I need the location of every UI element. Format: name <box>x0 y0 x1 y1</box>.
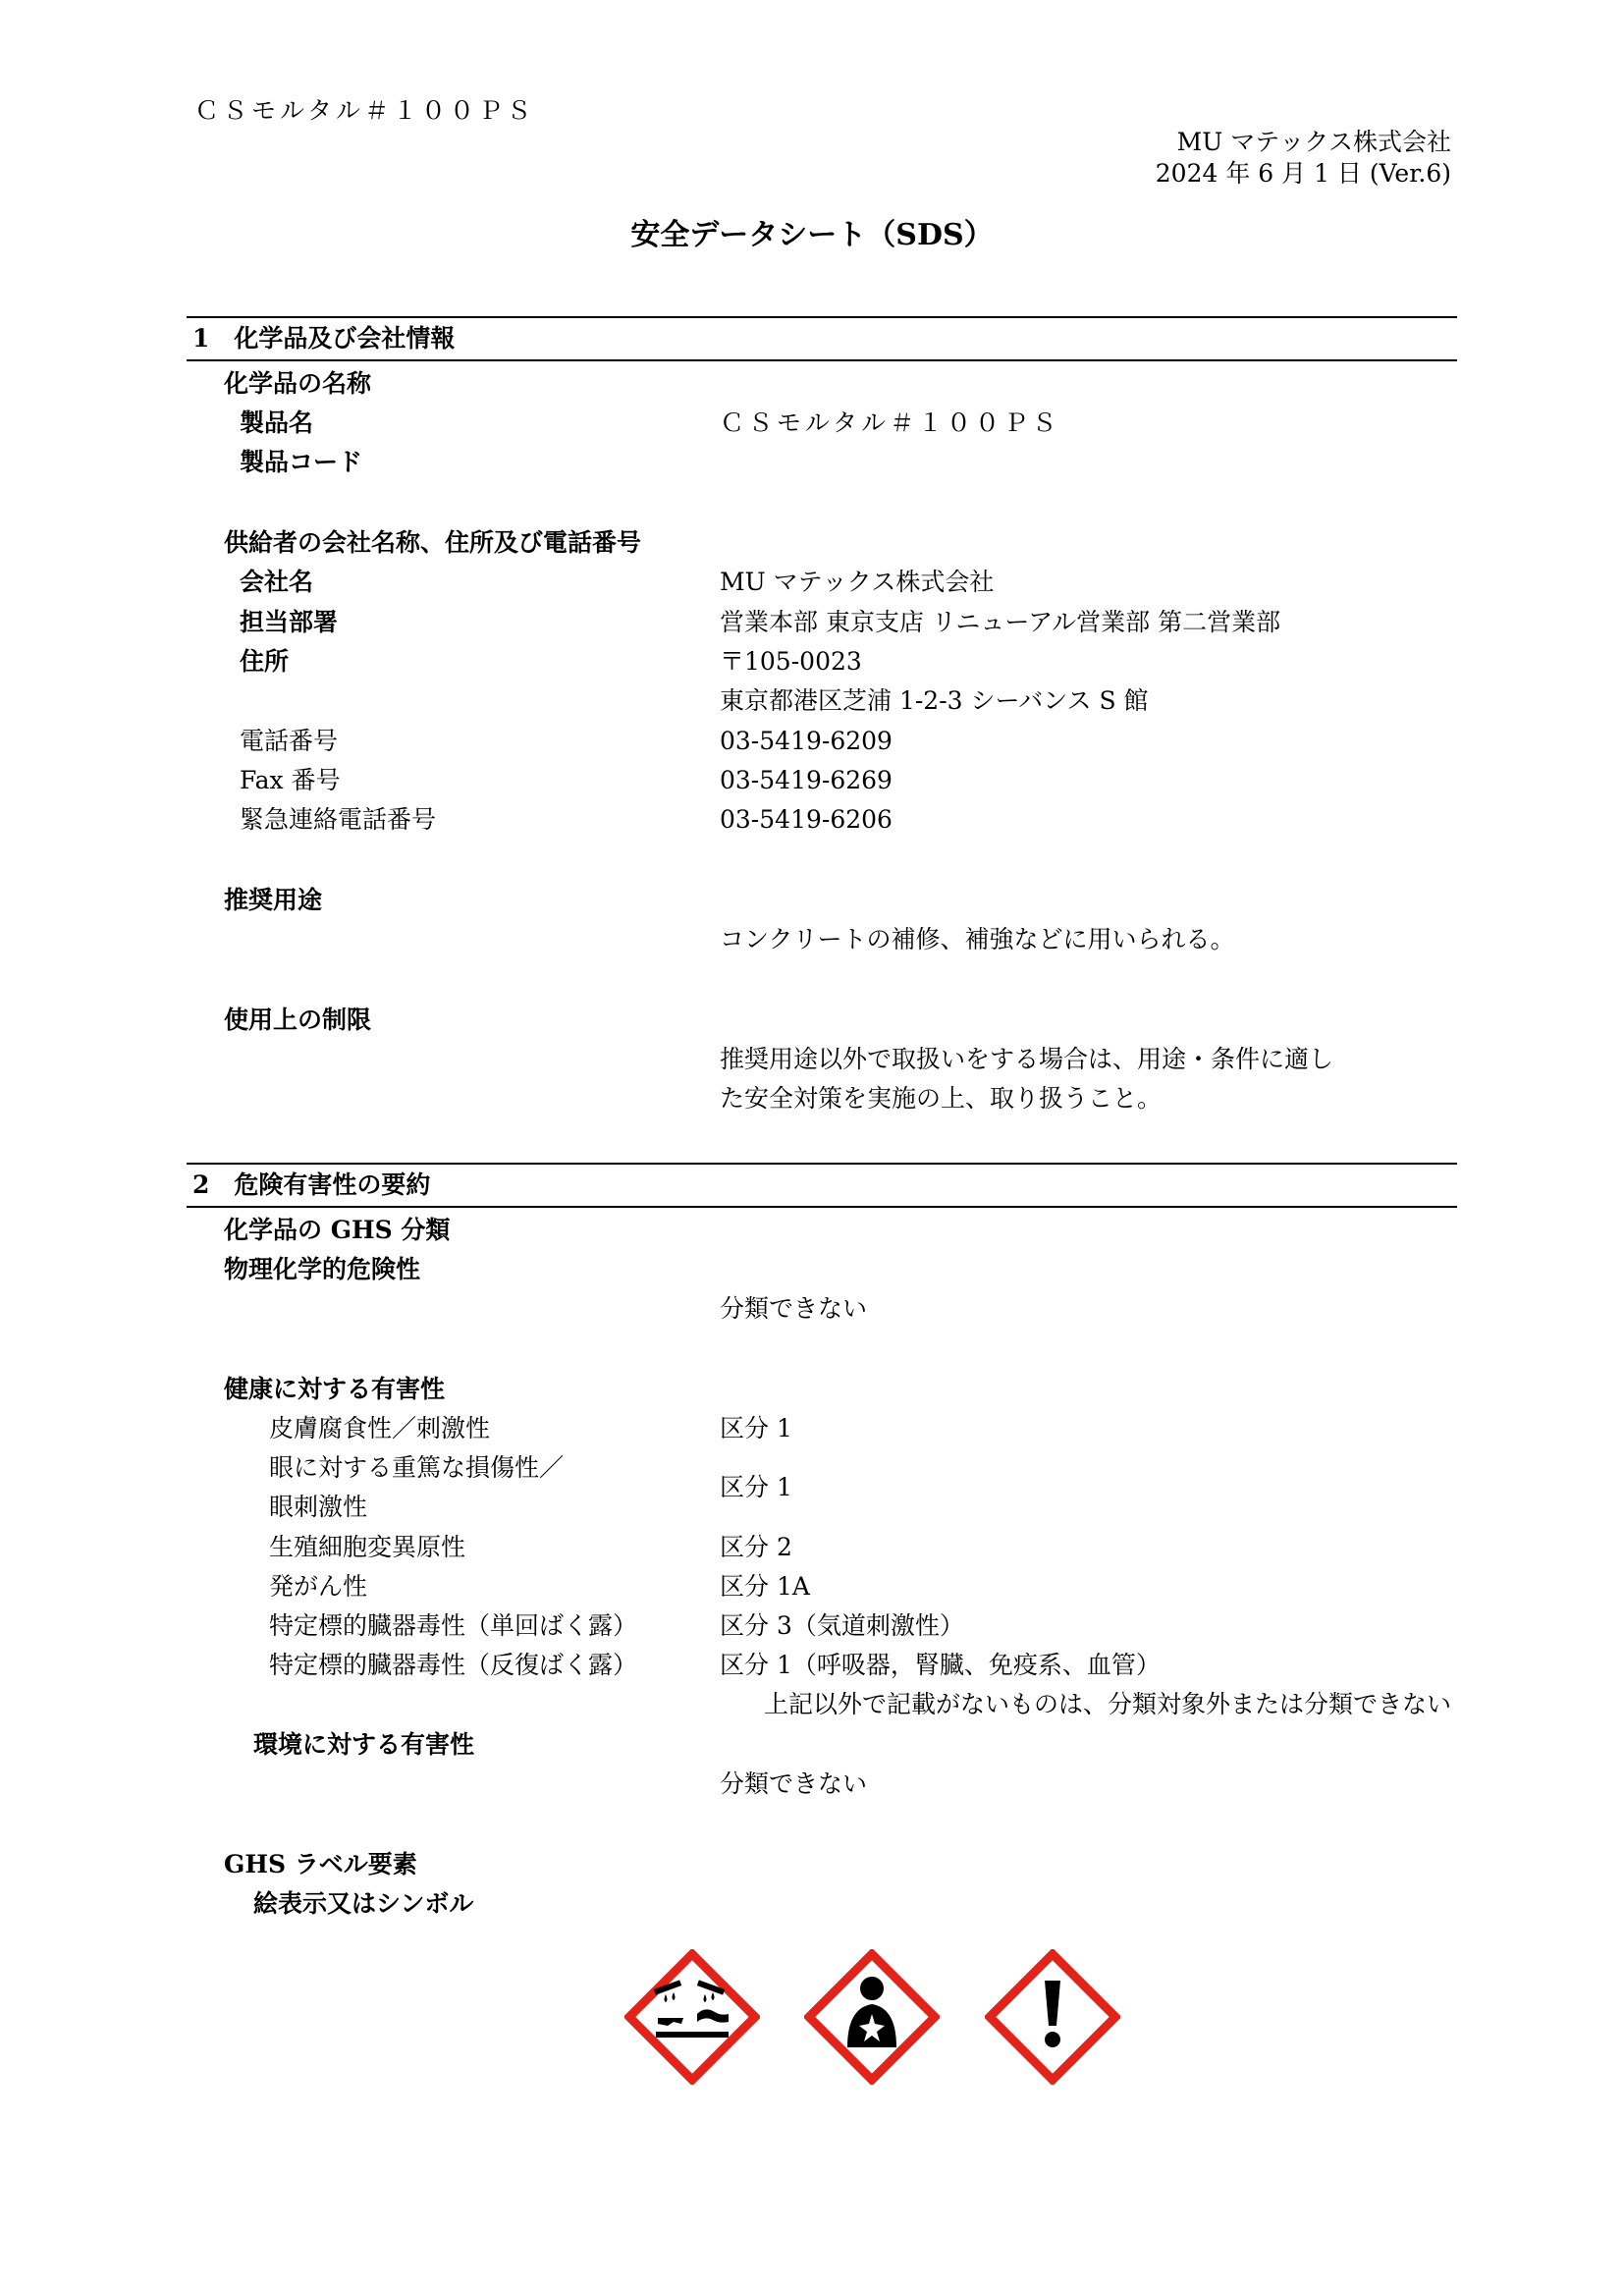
emergency-value: 03-5419-6206 <box>720 805 893 834</box>
hazard-item-name: 特定標的臓器毒性（単回ばく露） <box>269 1611 638 1640</box>
address-label: 住所 <box>240 647 290 676</box>
ghs-label-elements-label: GHS ラベル要素 <box>224 1850 417 1878</box>
company-value: MU マテックス株式会社 <box>720 568 995 596</box>
hazard-item-name: 生殖細胞変異原性 <box>269 1533 466 1561</box>
section2-heading: 2 危険有害性の要約 <box>192 1170 431 1199</box>
phone-label: 電話番号 <box>240 727 339 755</box>
exclamation-mark-pictogram-icon <box>985 1949 1120 2085</box>
ghs-classification-label: 化学品の GHS 分類 <box>224 1216 451 1244</box>
section1-bottom-rule <box>187 359 1457 361</box>
section1-top-rule <box>187 316 1457 318</box>
section1-heading: 1 化学品及び会社情報 <box>192 324 456 353</box>
header-product-code: ＣＳモルタル＃１００ＰＳ <box>194 96 536 125</box>
hazard-item-name: 特定標的臓器毒性（反復ばく露） <box>269 1651 638 1679</box>
department-value: 営業本部 東京支店 リニューアル営業部 第二営業部 <box>720 608 1281 636</box>
hazard-item-value: 区分 1（呼吸器，腎臓、免疫系、血管） <box>720 1651 1161 1679</box>
environmental-hazard-value: 分類できない <box>720 1769 868 1798</box>
fax-value: 03-5419-6269 <box>720 766 893 794</box>
phone-value: 03-5419-6209 <box>720 727 893 755</box>
restriction-line-2: た安全対策を実施の上、取り扱うこと。 <box>720 1084 1163 1113</box>
pictogram-label: 絵表示又はシンボル <box>253 1889 474 1918</box>
environmental-hazard-label: 環境に対する有害性 <box>253 1730 475 1759</box>
address-value: 東京都港区芝浦 1-2-3 シーバンス S 館 <box>720 686 1149 715</box>
health-hazard-note: 上記以外で記載がないものは、分類対象外または分類できない <box>763 1690 1451 1718</box>
recommended-use-value: コンクリートの補修、補強などに用いられる。 <box>720 925 1235 953</box>
hazard-item-name: 眼に対する重篤な損傷性／ <box>269 1453 565 1482</box>
hazard-item-name: 皮膚腐食性／刺激性 <box>269 1414 491 1442</box>
hazard-item-name-line2: 眼刺激性 <box>269 1493 368 1521</box>
section2-top-rule <box>187 1163 1457 1165</box>
restriction-line-1: 推奨用途以外で取扱いをする場合は、用途・条件に適し <box>720 1045 1334 1073</box>
product-name-label: 製品名 <box>240 408 314 437</box>
zip-value: 〒105-0023 <box>720 647 862 676</box>
hazard-item-value: 区分 2 <box>720 1533 792 1561</box>
physical-hazard-value: 分類できない <box>720 1294 868 1323</box>
supplier-label: 供給者の会社名称、住所及び電話番号 <box>224 528 642 557</box>
header-company: MU マテックス株式会社 <box>1176 128 1451 156</box>
health-hazard-label: 健康に対する有害性 <box>224 1375 446 1403</box>
fax-label: Fax 番号 <box>240 766 341 794</box>
corrosion-pictogram-icon <box>624 1949 760 2085</box>
recommended-use-label: 推奨用途 <box>224 886 323 914</box>
section2-bottom-rule <box>187 1206 1457 1208</box>
hazard-item-value: 区分 1A <box>720 1572 810 1601</box>
hazard-item-value: 区分 1 <box>720 1414 792 1442</box>
header-date: 2024 年 6 月 1 日 (Ver.6) <box>1155 159 1451 188</box>
health-hazard-pictogram-icon <box>804 1949 940 2085</box>
company-label: 会社名 <box>240 568 314 596</box>
department-label: 担当部署 <box>240 608 339 636</box>
hazard-item-value: 区分 1 <box>720 1473 792 1501</box>
hazard-item-value: 区分 3（気道刺激性） <box>720 1611 964 1640</box>
physical-hazard-label: 物理化学的危険性 <box>224 1255 421 1283</box>
hazard-item-name: 発がん性 <box>269 1572 368 1601</box>
chemical-name-label: 化学品の名称 <box>224 369 372 398</box>
page-title: 安全データシート（SDS） <box>630 218 994 252</box>
emergency-label: 緊急連絡電話番号 <box>240 805 437 834</box>
restriction-label: 使用上の制限 <box>224 1006 372 1034</box>
product-code-label: 製品コード <box>240 448 363 476</box>
product-name-value: ＣＳモルタル＃１００ＰＳ <box>720 408 1061 437</box>
